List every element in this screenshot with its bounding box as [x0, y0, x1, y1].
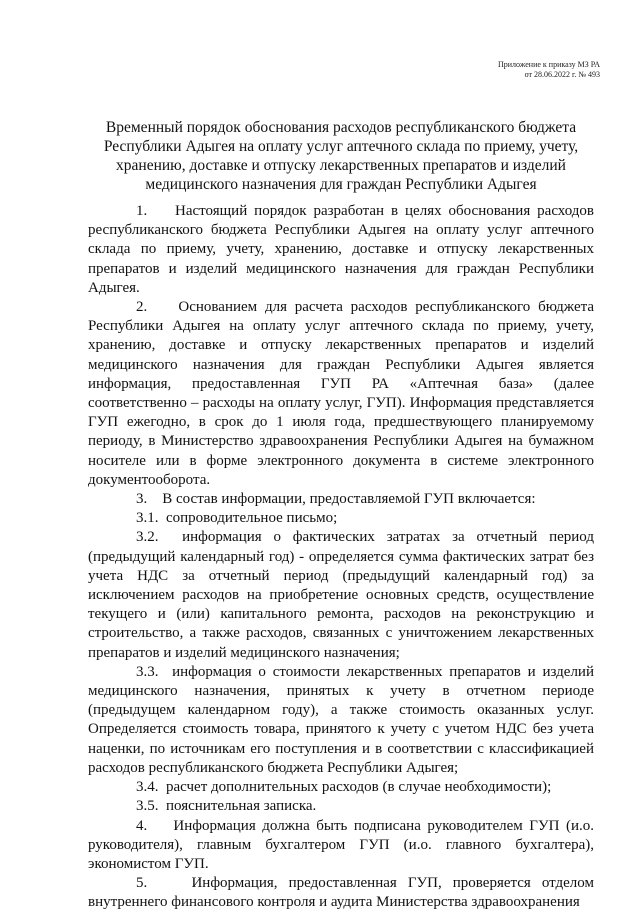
order-reference: [498, 60, 600, 80]
document-title: Временный порядок обоснования расходов республиканского бюджета Республики Адыгея на оплату услуг аптечного склада по приему, учету, хранению, доставке и отпуску лекарственных препаратов и изделий медицинского назначения для граждан Республики Адыгея: [103, 119, 579, 193]
subparagraph-3-4: 3.4. расчет дополнительных расходов (в случае необходимости);: [136, 779, 552, 796]
paragraph-1: 1. Настоящий порядок разработан в целях обоснования расходов республиканского бюджета Республики Адыгея на оплату услуг аптечного склада по приему, учету, хранению, доставке и отпуску лекарственных препаратов и изделий медицинского назначения для граждан Республики Адыгея.: [88, 203, 594, 296]
paragraph-3: 3. В состав информации, предоставляемой ГУП включается:: [136, 491, 536, 508]
document-body: [88, 202, 594, 913]
subparagraph-3-3: 3.3. информация о стоимости лекарственных препаратов и изделий медицинского назначения, принятых к учету в отчетном периоде (предыдущем календарном году), а также стоимость оказанных услуг. Определяется стоимость товара, принятого к учету с учетом НДС без учета наценки, по источникам его поступления и в соответствии с классификацией расходов республиканского бюджета Республики Адыгея;: [88, 663, 594, 776]
paragraph-5: 5. Информация, предоставленная ГУП, проверяется отделом внутреннего финансового контроля и аудита Министерства здравоохранения: [88, 875, 594, 911]
paragraph-2: 2. Основанием для расчета расходов республиканского бюджета Республики Адыгея на оплату услуг аптечного склада по приему, учету, хранению, доставке и отпуску лекарственных препаратов и изделий медицинского назначения для граждан Республики Адыгея является информация, предоставленная ГУП РА «Аптечная база» (далее соответственно – расходы на оплату услуг, ГУП). Информация представляется ГУП ежегодно, в срок до 1 июля года, предшествующего планируемому периоду, в Министерство здравоохранения Республики Адыгея на бумажном носителе или в форме электронного документа в системе электронного документооборота.: [88, 299, 594, 488]
order-date-number: от 28.06.2022 г. № 493: [524, 70, 600, 79]
subparagraph-3-5: 3.5. пояснительная записка.: [136, 798, 317, 815]
paragraph-4: 4. Информация должна быть подписана руководителем ГУП (и.о. руководителя), главным бухгалтером ГУП (и.о. главного бухгалтера), экономистом ГУП.: [88, 817, 594, 872]
order-reference-line: Приложение к приказу МЗ РА: [497, 60, 600, 69]
subparagraph-3-1: 3.1. сопроводительное письмо;: [136, 510, 338, 527]
subparagraph-3-2: 3.2. информация о фактических затратах за отчетный период (предыдущий календарный год) - определяется сумма фактических затрат без учета НДС за отчетный период (предыдущий календарный год) за исключением расходов на приобретение основных средств, осуществление текущего и (или) капитального ремонта, расходов на реконструкцию и строительство, а также расходов, связанных с уничтожением лекарственных препаратов и изделий медицинского назначения;: [88, 529, 594, 661]
